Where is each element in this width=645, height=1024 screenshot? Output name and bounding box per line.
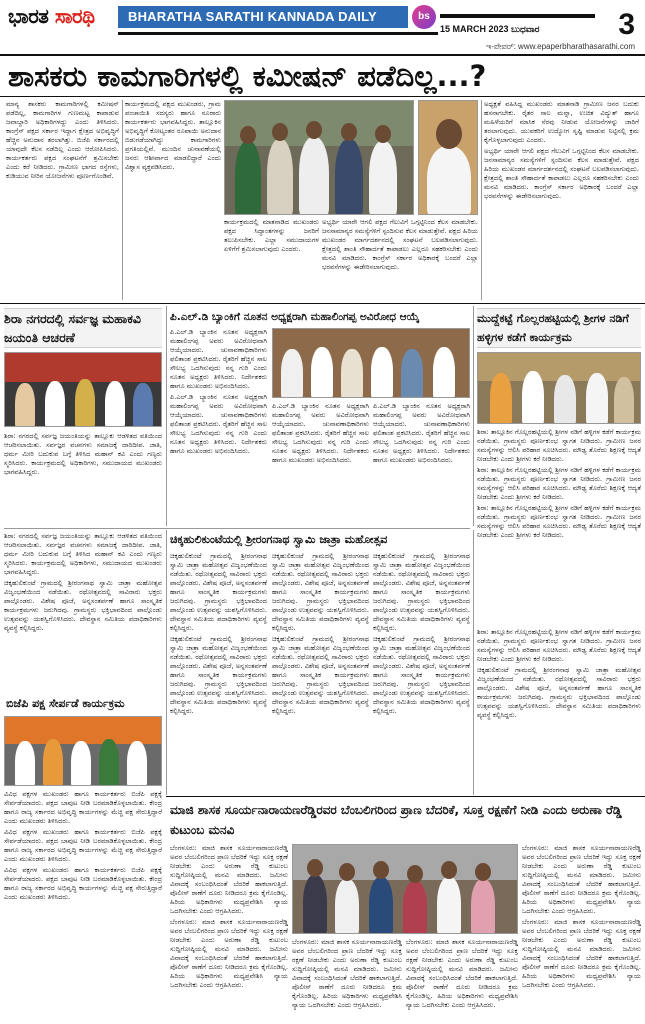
masthead: [0, 0, 645, 52]
bank-headline: ಪಿ.ಎಲ್.ಡಿ ಬ್ಯಾಂಕಿಗೆ ನೂತನ ಅಧ್ಯಕ್ಷರಾಗಿ ಮಹಾಲಿಂಗಪ್ಪ ಅವಿರೋಧ ಆಯ್ಕೆ: [170, 311, 420, 323]
sira-headline: ಶಿರಾ ನಗರದಲ್ಲಿ ಸರ್ವಜ್ಞ ಮಹಾಕವಿ ಜಯಂತಿ ಆಚರಣೆ: [4, 308, 162, 348]
bs-logo-icon: bs: [412, 5, 436, 29]
column-divider: [473, 306, 474, 526]
brand-ribbon: BHARATHA SARATHI KANNADA DAILY: [118, 6, 408, 28]
main-article-col2: ಕಾರ್ಯಕ್ರಮದಲ್ಲಿ ಪಕ್ಷದ ಮುಖಂಡರು, ಗ್ರಾಮ ಪಂಚಾಯಿತಿ ಸದಸ್ಯರು ಹಾಗೂ ನೂರಾರು ಕಾರ್ಯಕರ್ತರು ಭಾಗವಹಿಸಿದ್ದರು. ತಾಲ್ಲೂಕಿನ ಅಭಿವೃದ್ಧಿಗೆ ಕೋಟ್ಯಂತರ ರೂಪಾಯಿ ಅನುದಾನ ಬಿಡುಗಡೆಯಾಗಿದ್ದು ಕಾಮಗಾರಿಗಳು ಪ್ರಗತಿಯಲ್ಲಿವೆ. ಮುಂದಿನ ಚುನಾವಣೆಯಲ್ಲಿ ಜನರು ಆಶೀರ್ವಾದ ಮಾಡಲಿದ್ದಾರೆ ಎಂದು ವಿಶ್ವಾಸ ವ್ಯಕ್ತಪಡಿಸಿದರು.: [125, 100, 221, 171]
mudde-photo: [477, 352, 641, 424]
chikka-headline: ಚಿಕ್ಕಹುಲಿಕುಂಟೆಯಲ್ಲಿ ಶ್ರೀರಂಗನಾಥ ಸ್ವಾಮಿ ಜಾತ್ರಾ ಮಹೋತ್ಸವ: [170, 533, 388, 546]
chikka-article-col0: ಶಿರಾ: ನಗರದಲ್ಲಿ ಸರ್ವಜ್ಞ ಜಯಂತಿಯನ್ನು ತಾಲ್ಲೂಕು ಆಡಳಿತದ ವತಿಯಿಂದ ಆಚರಿಸಲಾಯಿತು. ಸರ್ವಜ್ಞರ ವಚನಗಳು ಸಮಾಜಕ್ಕೆ ದಾರಿದೀಪ. ಜಾತಿ, ಧರ್ಮ ಮೀರಿ ಬದುಕುವ ಬಗ್ಗೆ ತಿಳಿಸಿದ ಮಹಾನ್ ಕವಿ ಎಂದು ಗಣ್ಯರು ಸ್ಮರಿಸಿದರು. ಕಾರ್ಯಕ್ರಮದಲ್ಲಿ ಅಧಿಕಾರಿಗಳು, ಸಮುದಾಯದ ಮುಖಂಡರು ಭಾಗವಹಿಸಿದ್ದರು. ಚಿಕ್ಕಹುಲಿಕುಂಟೆ ಗ್ರಾಮದಲ್ಲಿ ಶ್ರೀರಂಗನಾಥ ಸ್ವಾಮಿ ಜಾತ್ರಾ ಮಹೋತ್ಸವ ವಿಜೃಂಭಣೆಯಿಂದ ನಡೆಯಿತು. ರಥೋತ್ಸವದಲ್ಲಿ ಸಾವಿರಾರು ಭಕ್ತರು ಪಾಲ್ಗೊಂಡರು. ವಿಶೇಷ ಪೂಜೆ, ಅನ್ನಸಂತರ್ಪಣೆ ಹಾಗೂ ಸಾಂಸ್ಕೃತಿಕ ಕಾರ್ಯಕ್ರಮಗಳು ಜರುಗಿದವು. ಗ್ರಾಮಸ್ಥರು ಭಕ್ತಿಭಾವದಿಂದ ಪಾಲ್ಗೊಂಡು ಉತ್ಸವವನ್ನು ಯಶಸ್ವಿಗೊಳಿಸಿದರು. ದೇವಸ್ಥಾನ ಸಮಿತಿಯ ಪದಾಧಿಕಾರಿಗಳು ವ್ಯವಸ್ಥೆ ಕಲ್ಪಿಸಿದ್ದರು.: [4, 532, 162, 632]
epaper-url[interactable]: ಇ-ಪೇಪರ್: www.epaperbharathasarathi.com: [486, 42, 635, 51]
mudde-article-cont: ಶಿರಾ: ತಾಲ್ಲೂಕಿನ ಗೊಲ್ಲರಹಟ್ಟಿಯಲ್ಲಿ ಶ್ರೀಗಳ ನಡಿಗೆ ಹಳ್ಳಿಗಳ ಕಡೆಗೆ ಕಾರ್ಯಕ್ರಮ ನಡೆಯಿತು. ಗ್ರಾಮಸ್ಥರು ಪೂರ್ಣಕುಂಭ ಸ್ವಾಗತ ನೀಡಿದರು. ಗ್ರಾಮೀಣ ಜನರ ಸಮಸ್ಯೆಗಳನ್ನು ಆಲಿಸಿ ಪರಿಹಾರ ಸೂಚಿಸಿದರು. ಮೌಢ್ಯ ತೊರೆದು ಶಿಕ್ಷಣಕ್ಕೆ ಆದ್ಯತೆ ನೀಡಬೇಕು ಎಂದು ಶ್ರೀಗಳು ಕರೆ ನೀಡಿದರು. ಚಿಕ್ಕಹುಲಿಕುಂಟೆ ಗ್ರಾಮದಲ್ಲಿ ಶ್ರೀರಂಗನಾಥ ಸ್ವಾಮಿ ಜಾತ್ರಾ ಮಹೋತ್ಸವ ವಿಜೃಂಭಣೆಯಿಂದ ನಡೆಯಿತು. ರಥೋತ್ಸವದಲ್ಲಿ ಸಾವಿರಾರು ಭಕ್ತರು ಪಾಲ್ಗೊಂಡರು. ವಿಶೇಷ ಪೂಜೆ, ಅನ್ನಸಂತರ್ಪಣೆ ಹಾಗೂ ಸಾಂಸ್ಕೃತಿಕ ಕಾರ್ಯಕ್ರಮಗಳು ಜರುಗಿದವು. ಗ್ರಾಮಸ್ಥರು ಭಕ್ತಿಭಾವದಿಂದ ಪಾಲ್ಗೊಂಡು ಉತ್ಸವವನ್ನು ಯಶಸ್ವಿಗೊಳಿಸಿದರು. ದೇವಸ್ಥಾನ ಸಮಿತಿಯ ಪದಾಧಿಕಾರಿಗಳು ವ್ಯವಸ್ಥೆ ಕಲ್ಪಿಸಿದ್ದರು.: [477, 628, 641, 719]
main-article-col5: ಅಧ್ಯಕ್ಷತೆ ವಹಿಸಿದ್ದ ಮುಖಂಡರು ಮಾತನಾಡಿ ಗ್ರಾಮೀಣ ಜನರ ಬದುಕು ಹಸನಾಗಬೇಕು. ರೈತರ ಸಾಲ ಮನ್ನಾ, ಉಚಿತ ವಿದ್ಯುತ್ ಹಾಗೂ ಮಹಿಳೆಯರಿಗೆ ಮಾಸಿಕ ನೆರವು ನೀಡುವ ಯೋಜನೆಗಳನ್ನು ಜಾರಿಗೆ ತರಲಾಗುವುದು. ಯುವಕರಿಗೆ ಉದ್ಯೋಗ ಸೃಷ್ಟಿ ಮಾಡುವ ನಿಟ್ಟಿನಲ್ಲಿ ಕ್ರಮ ಕೈಗೊಳ್ಳಲಾಗುವುದು ಎಂದರು. ಅಭ್ಯರ್ಥಿ ಯಾರೇ ಆಗಲಿ ಪಕ್ಷದ ಗೆಲುವಿಗೆ ಒಗ್ಗಟ್ಟಿನಿಂದ ಕೆಲಸ ಮಾಡಬೇಕು. ಜನಸಾಮಾನ್ಯರ ಸಮಸ್ಯೆಗಳಿಗೆ ಸ್ಪಂದಿಸುವ ಕೆಲಸ ಮಾಡುತ್ತೇವೆ. ಪಕ್ಷದ ಹಿರಿಯ ಮುಖಂಡರ ಮಾರ್ಗದರ್ಶನದಲ್ಲಿ ಸಂಘಟನೆ ಬಲಪಡಿಸಲಾಗುವುದು. ಕ್ಷೇತ್ರದಲ್ಲಿ ಶಾಂತಿ ಸೌಹಾರ್ದತೆ ಕಾಪಾಡಲು ಎಲ್ಲರೂ ಸಹಕರಿಸಬೇಕು ಎಂದು ಮನವಿ ಮಾಡಿದರು. ಕಾಂಗ್ರೆಸ್ ಸರ್ಕಾರ ಅಧಿಕಾರಕ್ಕೆ ಬಂದರೆ ಎಲ್ಲಾ ಭರವಸೆಗಳನ್ನು ಈಡೇರಿಸಲಾಗುವುದು.: [484, 100, 639, 200]
masthead-rule: [118, 32, 438, 35]
mudde-headline: ಮುದ್ದೆಕಟ್ಟೆ ಗೊಲ್ಲರಹಟ್ಟಿಯಲ್ಲಿ ಶ್ರೀಗಳ ನಡಿಗೆ ಹಳ್ಳಿಗಳ ಕಡೆಗೆ ಕಾರ್ಯಕ್ರಮ: [477, 308, 641, 348]
portrait-photo: [418, 100, 478, 215]
bottom-article-col1: ಬೆಂಗಳೂರು: ಮಾಜಿ ಶಾಸಕ ಸೂರ್ಯನಾರಾಯಣರೆಡ್ಡಿ ಅವರ ಬೆಂಬಲಿಗರಿಂದ ಪ್ರಾಣ ಬೆದರಿಕೆ ಇದ್ದು ಸೂಕ್ತ ರಕ್ಷಣೆ ನೀಡಬೇಕು ಎಂದು ಅರುಣಾ ರೆಡ್ಡಿ ಕುಟುಂಬ ಸುದ್ದಿಗೋಷ್ಠಿಯಲ್ಲಿ ಮನವಿ ಮಾಡಿದರು. ಜಮೀನು ವಿವಾದಕ್ಕೆ ಸಂಬಂಧಿಸಿದಂತೆ ಬೆದರಿಕೆ ಹಾಕಲಾಗುತ್ತಿದೆ. ಪೊಲೀಸ್ ಠಾಣೆಗೆ ದೂರು ನೀಡಿದರೂ ಕ್ರಮ ಕೈಗೊಂಡಿಲ್ಲ. ಹಿರಿಯ ಅಧಿಕಾರಿಗಳು ಮಧ್ಯಪ್ರವೇಶಿಸಿ ನ್ಯಾಯ ಒದಗಿಸಬೇಕು ಎಂದು ಆಗ್ರಹಿಸಿದರು. ಬೆಂಗಳೂರು: ಮಾಜಿ ಶಾಸಕ ಸೂರ್ಯನಾರಾಯಣರೆಡ್ಡಿ ಅವರ ಬೆಂಬಲಿಗರಿಂದ ಪ್ರಾಣ ಬೆದರಿಕೆ ಇದ್ದು ಸೂಕ್ತ ರಕ್ಷಣೆ ನೀಡಬೇಕು ಎಂದು ಅರುಣಾ ರೆಡ್ಡಿ ಕುಟುಂಬ ಸುದ್ದಿಗೋಷ್ಠಿಯಲ್ಲಿ ಮನವಿ ಮಾಡಿದರು. ಜಮೀನು ವಿವಾದಕ್ಕೆ ಸಂಬಂಧಿಸಿದಂತೆ ಬೆದರಿಕೆ ಹಾಕಲಾಗುತ್ತಿದೆ. ಪೊಲೀಸ್ ಠಾಣೆಗೆ ದೂರು ನೀಡಿದರೂ ಕ್ರಮ ಕೈಗೊಂಡಿಲ್ಲ. ಹಿರಿಯ ಅಧಿಕಾರಿಗಳು ಮಧ್ಯಪ್ರವೇಶಿಸಿ ನ್ಯಾಯ ಒದಗಿಸಬೇಕು ಎಂದು ಆಗ್ರಹಿಸಿದರು.: [170, 844, 288, 989]
chikka-article-col2: ಚಿಕ್ಕಹುಲಿಕುಂಟೆ ಗ್ರಾಮದಲ್ಲಿ ಶ್ರೀರಂಗನಾಥ ಸ್ವಾಮಿ ಜಾತ್ರಾ ಮಹೋತ್ಸವ ವಿಜೃಂಭಣೆಯಿಂದ ನಡೆಯಿತು. ರಥೋತ್ಸವದಲ್ಲಿ ಸಾವಿರಾರು ಭಕ್ತರು ಪಾಲ್ಗೊಂಡರು. ವಿಶೇಷ ಪೂಜೆ, ಅನ್ನಸಂತರ್ಪಣೆ ಹಾಗೂ ಸಾಂಸ್ಕೃತಿಕ ಕಾರ್ಯಕ್ರಮಗಳು ಜರುಗಿದವು. ಗ್ರಾಮಸ್ಥರು ಭಕ್ತಿಭಾವದಿಂದ ಪಾಲ್ಗೊಂಡು ಉತ್ಸವವನ್ನು ಯಶಸ್ವಿಗೊಳಿಸಿದರು. ದೇವಸ್ಥಾನ ಸಮಿತಿಯ ಪದಾಧಿಕಾರಿಗಳು ವ್ಯವಸ್ಥೆ ಕಲ್ಪಿಸಿದ್ದರು. ಚಿಕ್ಕಹುಲಿಕುಂಟೆ ಗ್ರಾಮದಲ್ಲಿ ಶ್ರೀರಂಗನಾಥ ಸ್ವಾಮಿ ಜಾತ್ರಾ ಮಹೋತ್ಸವ ವಿಜೃಂಭಣೆಯಿಂದ ನಡೆಯಿತು. ರಥೋತ್ಸವದಲ್ಲಿ ಸಾವಿರಾರು ಭಕ್ತರು ಪಾಲ್ಗೊಂಡರು. ವಿಶೇಷ ಪೂಜೆ, ಅನ್ನಸಂತರ್ಪಣೆ ಹಾಗೂ ಸಾಂಸ್ಕೃತಿಕ ಕಾರ್ಯಕ್ರಮಗಳು ಜರುಗಿದವು. ಗ್ರಾಮಸ್ಥರು ಭಕ್ತಿಭಾವದಿಂದ ಪಾಲ್ಗೊಂಡು ಉತ್ಸವವನ್ನು ಯಶಸ್ವಿಗೊಳಿಸಿದರು. ದೇವಸ್ಥಾನ ಸಮಿತಿಯ ಪದಾಧಿಕಾರಿಗಳು ವ್ಯವಸ್ಥೆ ಕಲ್ಪಿಸಿದ್ದರು.: [272, 552, 369, 715]
headline-rule: [0, 96, 645, 97]
masthead-divider: [0, 54, 645, 56]
page-number: 3: [618, 8, 635, 41]
bottom-photo: [292, 844, 518, 934]
bjp-article: ವಿವಿಧ ಪಕ್ಷಗಳ ಮುಖಂಡರು ಹಾಗೂ ಕಾರ್ಯಕರ್ತರು ಬಿಜೆಪಿ ಪಕ್ಷಕ್ಕೆ ಸೇರ್ಪಡೆಯಾದರು. ಪಕ್ಷದ ಬಾವುಟ ನೀಡಿ ಬರಮಾಡಿಕೊಳ್ಳಲಾಯಿತು. ಕೇಂದ್ರ ಹಾಗೂ ರಾಜ್ಯ ಸರ್ಕಾರದ ಅಭಿವೃದ್ಧಿ ಕಾರ್ಯಗಳನ್ನು ಮೆಚ್ಚಿ ಪಕ್ಷ ಸೇರುತ್ತಿದ್ದಾರೆ ಎಂದು ಮುಖಂಡರು ತಿಳಿಸಿದರು. ವಿವಿಧ ಪಕ್ಷಗಳ ಮುಖಂಡರು ಹಾಗೂ ಕಾರ್ಯಕರ್ತರು ಬಿಜೆಪಿ ಪಕ್ಷಕ್ಕೆ ಸೇರ್ಪಡೆಯಾದರು. ಪಕ್ಷದ ಬಾವುಟ ನೀಡಿ ಬರಮಾಡಿಕೊಳ್ಳಲಾಯಿತು. ಕೇಂದ್ರ ಹಾಗೂ ರಾಜ್ಯ ಸರ್ಕಾರದ ಅಭಿವೃದ್ಧಿ ಕಾರ್ಯಗಳನ್ನು ಮೆಚ್ಚಿ ಪಕ್ಷ ಸೇರುತ್ತಿದ್ದಾರೆ ಎಂದು ಮುಖಂಡರು ತಿಳಿಸಿದರು. ವಿವಿಧ ಪಕ್ಷಗಳ ಮುಖಂಡರು ಹಾಗೂ ಕಾರ್ಯಕರ್ತರು ಬಿಜೆಪಿ ಪಕ್ಷಕ್ಕೆ ಸೇರ್ಪಡೆಯಾದರು. ಪಕ್ಷದ ಬಾವುಟ ನೀಡಿ ಬರಮಾಡಿಕೊಳ್ಳಲಾಯಿತು. ಕೇಂದ್ರ ಹಾಗೂ ರಾಜ್ಯ ಸರ್ಕಾರದ ಅಭಿವೃದ್ಧಿ ಕಾರ್ಯಗಳನ್ನು ಮೆಚ್ಚಿ ಪಕ್ಷ ಸೇರುತ್ತಿದ್ದಾರೆ ಎಂದು ಮುಖಂಡರು ತಿಳಿಸಿದರು.: [4, 790, 162, 901]
bottom-article-col2: ಬೆಂಗಳೂರು: ಮಾಜಿ ಶಾಸಕ ಸೂರ್ಯನಾರಾಯಣರೆಡ್ಡಿ ಅವರ ಬೆಂಬಲಿಗರಿಂದ ಪ್ರಾಣ ಬೆದರಿಕೆ ಇದ್ದು ಸೂಕ್ತ ರಕ್ಷಣೆ ನೀಡಬೇಕು ಎಂದು ಅರುಣಾ ರೆಡ್ಡಿ ಕುಟುಂಬ ಸುದ್ದಿಗೋಷ್ಠಿಯಲ್ಲಿ ಮನವಿ ಮಾಡಿದರು. ಜಮೀನು ವಿವಾದಕ್ಕೆ ಸಂಬಂಧಿಸಿದಂತೆ ಬೆದರಿಕೆ ಹಾಕಲಾಗುತ್ತಿದೆ. ಪೊಲೀಸ್ ಠಾಣೆಗೆ ದೂರು ನೀಡಿದರೂ ಕ್ರಮ ಕೈಗೊಂಡಿಲ್ಲ. ಹಿರಿಯ ಅಧಿಕಾರಿಗಳು ಮಧ್ಯಪ್ರವೇಶಿಸಿ ನ್ಯಾಯ ಒದಗಿಸಬೇಕು ಎಂದು ಆಗ್ರಹಿಸಿದರು.: [292, 938, 402, 1009]
bank-photo: [272, 328, 470, 398]
bank-article-col3: ಪಿ.ಎಲ್.ಡಿ ಬ್ಯಾಂಕಿನ ನೂತನ ಅಧ್ಯಕ್ಷರಾಗಿ ಮಹಾಲಿಂಗಪ್ಪ ಅವರು ಅವಿರೋಧವಾಗಿ ಆಯ್ಕೆಯಾದರು. ಚುನಾವಣಾಧಿಕಾರಿಗಳು ಫಲಿತಾಂಶ ಪ್ರಕಟಿಸಿದರು. ರೈತರಿಗೆ ಹೆಚ್ಚಿನ ಸಾಲ ಸೌಲಭ್ಯ ಒದಗಿಸುವುದು ನನ್ನ ಗುರಿ ಎಂದು ನೂತನ ಅಧ್ಯಕ್ಷರು ತಿಳಿಸಿದರು. ನಿರ್ದೇಶಕರು ಹಾಗೂ ಮುಖಂಡರು ಅಭಿನಂದಿಸಿದರು.: [373, 402, 470, 464]
column-divider: [481, 100, 482, 300]
section-rule: [166, 796, 645, 797]
column-divider: [166, 306, 167, 526]
section-rule: [4, 528, 470, 529]
bjp-photo: [4, 716, 162, 786]
column-divider: [473, 530, 474, 795]
main-article-col4: ಅಭ್ಯರ್ಥಿ ಯಾರೇ ಆಗಲಿ ಪಕ್ಷದ ಗೆಲುವಿಗೆ ಒಗ್ಗಟ್ಟಿನಿಂದ ಕೆಲಸ ಮಾಡಬೇಕು. ಜನಸಾಮಾನ್ಯರ ಸಮಸ್ಯೆಗಳಿಗೆ ಸ್ಪಂದಿಸುವ ಕೆಲಸ ಮಾಡುತ್ತೇವೆ. ಪಕ್ಷದ ಹಿರಿಯ ಮುಖಂಡರ ಮಾರ್ಗದರ್ಶನದಲ್ಲಿ ಸಂಘಟನೆ ಬಲಪಡಿಸಲಾಗುವುದು. ಕ್ಷೇತ್ರದಲ್ಲಿ ಶಾಂತಿ ಸೌಹಾರ್ದತೆ ಕಾಪಾಡಲು ಎಲ್ಲರೂ ಸಹಕರಿಸಬೇಕು ಎಂದು ಮನವಿ ಮಾಡಿದರು. ಕಾಂಗ್ರೆಸ್ ಸರ್ಕಾರ ಅಧಿಕಾರಕ್ಕೆ ಬಂದರೆ ಎಲ್ಲಾ ಭರವಸೆಗಳನ್ನು ಈಡೇರಿಸಲಾಗುವುದು.: [322, 218, 478, 271]
bank-article-col1: ಪಿ.ಎಲ್.ಡಿ ಬ್ಯಾಂಕಿನ ನೂತನ ಅಧ್ಯಕ್ಷರಾಗಿ ಮಹಾಲಿಂಗಪ್ಪ ಅವರು ಅವಿರೋಧವಾಗಿ ಆಯ್ಕೆಯಾದರು. ಚುನಾವಣಾಧಿಕಾರಿಗಳು ಫಲಿತಾಂಶ ಪ್ರಕಟಿಸಿದರು. ರೈತರಿಗೆ ಹೆಚ್ಚಿನ ಸಾಲ ಸೌಲಭ್ಯ ಒದಗಿಸುವುದು ನನ್ನ ಗುರಿ ಎಂದು ನೂತನ ಅಧ್ಯಕ್ಷರು ತಿಳಿಸಿದರು. ನಿರ್ದೇಶಕರು ಹಾಗೂ ಮುಖಂಡರು ಅಭಿನಂದಿಸಿದರು. ಪಿ.ಎಲ್.ಡಿ ಬ್ಯಾಂಕಿನ ನೂತನ ಅಧ್ಯಕ್ಷರಾಗಿ ಮಹಾಲಿಂಗಪ್ಪ ಅವರು ಅವಿರೋಧವಾಗಿ ಆಯ್ಕೆಯಾದರು. ಚುನಾವಣಾಧಿಕಾರಿಗಳು ಫಲಿತಾಂಶ ಪ್ರಕಟಿಸಿದರು. ರೈತರಿಗೆ ಹೆಚ್ಚಿನ ಸಾಲ ಸೌಲಭ್ಯ ಒದಗಿಸುವುದು ನನ್ನ ಗುರಿ ಎಂದು ನೂತನ ಅಧ್ಯಕ್ಷರು ತಿಳಿಸಿದರು. ನಿರ್ದೇಶಕರು ಹಾಗೂ ಮುಖಂಡರು ಅಭಿನಂದಿಸಿದರು.: [170, 328, 267, 455]
main-photo: [224, 100, 414, 215]
section-rule: [0, 303, 645, 304]
column-divider: [122, 100, 123, 300]
bjp-headline: ಬಿಜೆಪಿ ಪಕ್ಷ ಸೇರ್ಪಡೆ ಕಾರ್ಯಕ್ರಮ: [6, 697, 125, 710]
bottom-article-col4: ಬೆಂಗಳೂರು: ಮಾಜಿ ಶಾಸಕ ಸೂರ್ಯನಾರಾಯಣರೆಡ್ಡಿ ಅವರ ಬೆಂಬಲಿಗರಿಂದ ಪ್ರಾಣ ಬೆದರಿಕೆ ಇದ್ದು ಸೂಕ್ತ ರಕ್ಷಣೆ ನೀಡಬೇಕು ಎಂದು ಅರುಣಾ ರೆಡ್ಡಿ ಕುಟುಂಬ ಸುದ್ದಿಗೋಷ್ಠಿಯಲ್ಲಿ ಮನವಿ ಮಾಡಿದರು. ಜಮೀನು ವಿವಾದಕ್ಕೆ ಸಂಬಂಧಿಸಿದಂತೆ ಬೆದರಿಕೆ ಹಾಕಲಾಗುತ್ತಿದೆ. ಪೊಲೀಸ್ ಠಾಣೆಗೆ ದೂರು ನೀಡಿದರೂ ಕ್ರಮ ಕೈಗೊಂಡಿಲ್ಲ. ಹಿರಿಯ ಅಧಿಕಾರಿಗಳು ಮಧ್ಯಪ್ರವೇಶಿಸಿ ನ್ಯಾಯ ಒದಗಿಸಬೇಕು ಎಂದು ಆಗ್ರಹಿಸಿದರು. ಬೆಂಗಳೂರು: ಮಾಜಿ ಶಾಸಕ ಸೂರ್ಯನಾರಾಯಣರೆಡ್ಡಿ ಅವರ ಬೆಂಬಲಿಗರಿಂದ ಪ್ರಾಣ ಬೆದರಿಕೆ ಇದ್ದು ಸೂಕ್ತ ರಕ್ಷಣೆ ನೀಡಬೇಕು ಎಂದು ಅರುಣಾ ರೆಡ್ಡಿ ಕುಟುಂಬ ಸುದ್ದಿಗೋಷ್ಠಿಯಲ್ಲಿ ಮನವಿ ಮಾಡಿದರು. ಜಮೀನು ವಿವಾದಕ್ಕೆ ಸಂಬಂಧಿಸಿದಂತೆ ಬೆದರಿಕೆ ಹಾಕಲಾಗುತ್ತಿದೆ. ಪೊಲೀಸ್ ಠಾಣೆಗೆ ದೂರು ನೀಡಿದರೂ ಕ್ರಮ ಕೈಗೊಂಡಿಲ್ಲ. ಹಿರಿಯ ಅಧಿಕಾರಿಗಳು ಮಧ್ಯಪ್ರವೇಶಿಸಿ ನ್ಯಾಯ ಒದಗಿಸಬೇಕು ಎಂದು ಆಗ್ರಹಿಸಿದರು.: [522, 844, 641, 989]
main-article-col1: ಮಾನ್ಯ ಶಾಸಕರು ಕಾಮಗಾರಿಗಳಲ್ಲಿ ಕಮೀಷನ್ ಪಡೆದಿಲ್ಲ, ಕಾಮಗಾರಿಗಳ ಗುಣಮಟ್ಟ ಕಾಪಾಡುವ ಜವಾಬ್ದಾರಿ ಅಧಿಕಾರಿಗಳದ್ದು ಎಂದು ತಿಳಿಸಿದರು. ಕಾಂಗ್ರೆಸ್ ಪಕ್ಷದ ಸರ್ಕಾರ ಇದ್ದಾಗ ಕ್ಷೇತ್ರದ ಅಭಿವೃದ್ಧಿಗೆ ಹೆಚ್ಚಿನ ಅನುದಾನ ತರಲಾಗಿತ್ತು. ಬಿಜೆಪಿ ಸರ್ಕಾರದಲ್ಲಿ ಯಾವುದೇ ಕೆಲಸ ನಡೆದಿಲ್ಲ ಎಂದು ಆರೋಪಿಸಿದರು. ಕಾರ್ಯಕರ್ತರು ಪಕ್ಷದ ಸಂಘಟನೆಗೆ ಶ್ರಮಿಸಬೇಕು ಎಂದು ಕರೆ ನೀಡಿದರು. ಗ್ರಾಮೀಣ ಭಾಗದ ರಸ್ತೆಗಳು, ಕುಡಿಯುವ ನೀರಿನ ಯೋಜನೆಗಳು ಪೂರ್ಣಗೊಂಡಿವೆ.: [6, 100, 119, 180]
bottom-headline: ಮಾಜಿ ಶಾಸಕ ಸೂರ್ಯನಾರಾಯಣರೆಡ್ಡಿರವರ ಬೆಂಬಲಿಗರಿಂದ ಪ್ರಾಣ ಬೆದರಿಕೆ, ಸೂಕ್ತ ರಕ್ಷಣೆಗೆ ನೀಡಿ ಎಂದು ಅರುಣಾ ರೆಡ್ಡಿ ಕುಟುಂಬ ಮನವಿ: [170, 803, 622, 837]
mudde-article: ಶಿರಾ: ತಾಲ್ಲೂಕಿನ ಗೊಲ್ಲರಹಟ್ಟಿಯಲ್ಲಿ ಶ್ರೀಗಳ ನಡಿಗೆ ಹಳ್ಳಿಗಳ ಕಡೆಗೆ ಕಾರ್ಯಕ್ರಮ ನಡೆಯಿತು. ಗ್ರಾಮಸ್ಥರು ಪೂರ್ಣಕುಂಭ ಸ್ವಾಗತ ನೀಡಿದರು. ಗ್ರಾಮೀಣ ಜನರ ಸಮಸ್ಯೆಗಳನ್ನು ಆಲಿಸಿ ಪರಿಹಾರ ಸೂಚಿಸಿದರು. ಮೌಢ್ಯ ತೊರೆದು ಶಿಕ್ಷಣಕ್ಕೆ ಆದ್ಯತೆ ನೀಡಬೇಕು ಎಂದು ಶ್ರೀಗಳು ಕರೆ ನೀಡಿದರು. ಶಿರಾ: ತಾಲ್ಲೂಕಿನ ಗೊಲ್ಲರಹಟ್ಟಿಯಲ್ಲಿ ಶ್ರೀಗಳ ನಡಿಗೆ ಹಳ್ಳಿಗಳ ಕಡೆಗೆ ಕಾರ್ಯಕ್ರಮ ನಡೆಯಿತು. ಗ್ರಾಮಸ್ಥರು ಪೂರ್ಣಕುಂಭ ಸ್ವಾಗತ ನೀಡಿದರು. ಗ್ರಾಮೀಣ ಜನರ ಸಮಸ್ಯೆಗಳನ್ನು ಆಲಿಸಿ ಪರಿಹಾರ ಸೂಚಿಸಿದರು. ಮೌಢ್ಯ ತೊರೆದು ಶಿಕ್ಷಣಕ್ಕೆ ಆದ್ಯತೆ ನೀಡಬೇಕು ಎಂದು ಶ್ರೀಗಳು ಕರೆ ನೀಡಿದರು. ಶಿರಾ: ತಾಲ್ಲೂಕಿನ ಗೊಲ್ಲರಹಟ್ಟಿಯಲ್ಲಿ ಶ್ರೀಗಳ ನಡಿಗೆ ಹಳ್ಳಿಗಳ ಕಡೆಗೆ ಕಾರ್ಯಕ್ರಮ ನಡೆಯಿತು. ಗ್ರಾಮಸ್ಥರು ಪೂರ್ಣಕುಂಭ ಸ್ವಾಗತ ನೀಡಿದರು. ಗ್ರಾಮೀಣ ಜನರ ಸಮಸ್ಯೆಗಳನ್ನು ಆಲಿಸಿ ಪರಿಹಾರ ಸೂಚಿಸಿದರು. ಮೌಢ್ಯ ತೊರೆದು ಶಿಕ್ಷಣಕ್ಕೆ ಆದ್ಯತೆ ನೀಡಬೇಕು ಎಂದು ಶ್ರೀಗಳು ಕರೆ ನೀಡಿದರು.: [477, 428, 641, 539]
chikka-article-col1: ಚಿಕ್ಕಹುಲಿಕುಂಟೆ ಗ್ರಾಮದಲ್ಲಿ ಶ್ರೀರಂಗನಾಥ ಸ್ವಾಮಿ ಜಾತ್ರಾ ಮಹೋತ್ಸವ ವಿಜೃಂಭಣೆಯಿಂದ ನಡೆಯಿತು. ರಥೋತ್ಸವದಲ್ಲಿ ಸಾವಿರಾರು ಭಕ್ತರು ಪಾಲ್ಗೊಂಡರು. ವಿಶೇಷ ಪೂಜೆ, ಅನ್ನಸಂತರ್ಪಣೆ ಹಾಗೂ ಸಾಂಸ್ಕೃತಿಕ ಕಾರ್ಯಕ್ರಮಗಳು ಜರುಗಿದವು. ಗ್ರಾಮಸ್ಥರು ಭಕ್ತಿಭಾವದಿಂದ ಪಾಲ್ಗೊಂಡು ಉತ್ಸವವನ್ನು ಯಶಸ್ವಿಗೊಳಿಸಿದರು. ದೇವಸ್ಥಾನ ಸಮಿತಿಯ ಪದಾಧಿಕಾರಿಗಳು ವ್ಯವಸ್ಥೆ ಕಲ್ಪಿಸಿದ್ದರು. ಚಿಕ್ಕಹುಲಿಕುಂಟೆ ಗ್ರಾಮದಲ್ಲಿ ಶ್ರೀರಂಗನಾಥ ಸ್ವಾಮಿ ಜಾತ್ರಾ ಮಹೋತ್ಸವ ವಿಜೃಂಭಣೆಯಿಂದ ನಡೆಯಿತು. ರಥೋತ್ಸವದಲ್ಲಿ ಸಾವಿರಾರು ಭಕ್ತರು ಪಾಲ್ಗೊಂಡರು. ವಿಶೇಷ ಪೂಜೆ, ಅನ್ನಸಂತರ್ಪಣೆ ಹಾಗೂ ಸಾಂಸ್ಕೃತಿಕ ಕಾರ್ಯಕ್ರಮಗಳು ಜರುಗಿದವು. ಗ್ರಾಮಸ್ಥರು ಭಕ್ತಿಭಾವದಿಂದ ಪಾಲ್ಗೊಂಡು ಉತ್ಸವವನ್ನು ಯಶಸ್ವಿಗೊಳಿಸಿದರು. ದೇವಸ್ಥಾನ ಸಮಿತಿಯ ಪದಾಧಿಕಾರಿಗಳು ವ್ಯವಸ್ಥೆ ಕಲ್ಪಿಸಿದ್ದರು.: [170, 552, 267, 715]
chikka-article-col3: ಚಿಕ್ಕಹುಲಿಕುಂಟೆ ಗ್ರಾಮದಲ್ಲಿ ಶ್ರೀರಂಗನಾಥ ಸ್ವಾಮಿ ಜಾತ್ರಾ ಮಹೋತ್ಸವ ವಿಜೃಂಭಣೆಯಿಂದ ನಡೆಯಿತು. ರಥೋತ್ಸವದಲ್ಲಿ ಸಾವಿರಾರು ಭಕ್ತರು ಪಾಲ್ಗೊಂಡರು. ವಿಶೇಷ ಪೂಜೆ, ಅನ್ನಸಂತರ್ಪಣೆ ಹಾಗೂ ಸಾಂಸ್ಕೃತಿಕ ಕಾರ್ಯಕ್ರಮಗಳು ಜರುಗಿದವು. ಗ್ರಾಮಸ್ಥರು ಭಕ್ತಿಭಾವದಿಂದ ಪಾಲ್ಗೊಂಡು ಉತ್ಸವವನ್ನು ಯಶಸ್ವಿಗೊಳಿಸಿದರು. ದೇವಸ್ಥಾನ ಸಮಿತಿಯ ಪದಾಧಿಕಾರಿಗಳು ವ್ಯವಸ್ಥೆ ಕಲ್ಪಿಸಿದ್ದರು. ಚಿಕ್ಕಹುಲಿಕುಂಟೆ ಗ್ರಾಮದಲ್ಲಿ ಶ್ರೀರಂಗನಾಥ ಸ್ವಾಮಿ ಜಾತ್ರಾ ಮಹೋತ್ಸವ ವಿಜೃಂಭಣೆಯಿಂದ ನಡೆಯಿತು. ರಥೋತ್ಸವದಲ್ಲಿ ಸಾವಿರಾರು ಭಕ್ತರು ಪಾಲ್ಗೊಂಡರು. ವಿಶೇಷ ಪೂಜೆ, ಅನ್ನಸಂತರ್ಪಣೆ ಹಾಗೂ ಸಾಂಸ್ಕೃತಿಕ ಕಾರ್ಯಕ್ರಮಗಳು ಜರುಗಿದವು. ಗ್ರಾಮಸ್ಥರು ಭಕ್ತಿಭಾವದಿಂದ ಪಾಲ್ಗೊಂಡು ಉತ್ಸವವನ್ನು ಯಶಸ್ವಿಗೊಳಿಸಿದರು. ದೇವಸ್ಥಾನ ಸಮಿತಿಯ ಪದಾಧಿಕಾರಿಗಳು ವ್ಯವಸ್ಥೆ ಕಲ್ಪಿಸಿದ್ದರು.: [373, 552, 470, 715]
sira-photo: [4, 352, 162, 427]
brand-logo: ಭಾರತ ಸಾರಥಿ: [8, 4, 95, 28]
main-article-col3: ಕಾರ್ಯಕ್ರಮದಲ್ಲಿ ಮಾತನಾಡಿದ ಮುಖಂಡರು ಪಕ್ಷದ ಸಿದ್ಧಾಂತಗಳನ್ನು ಜನರಿಗೆ ತಲುಪಿಸಬೇಕು. ಎಲ್ಲಾ ಸಮುದಾಯಗಳ ಏಳಿಗೆಗೆ ಶ್ರಮಿಸಲಾಗುವುದು ಎಂದರು.: [224, 218, 319, 253]
main-headline: ಶಾಸಕರು ಕಾಮಗಾರಿಗಳಲ್ಲಿ ಕಮೀಷನ್ ಪಡೆದಿಲ್ಲ...?: [8, 59, 487, 93]
sira-article: ಶಿರಾ: ನಗರದಲ್ಲಿ ಸರ್ವಜ್ಞ ಜಯಂತಿಯನ್ನು ತಾಲ್ಲೂಕು ಆಡಳಿತದ ವತಿಯಿಂದ ಆಚರಿಸಲಾಯಿತು. ಸರ್ವಜ್ಞರ ವಚನಗಳು ಸಮಾಜಕ್ಕೆ ದಾರಿದೀಪ. ಜಾತಿ, ಧರ್ಮ ಮೀರಿ ಬದುಕುವ ಬಗ್ಗೆ ತಿಳಿಸಿದ ಮಹಾನ್ ಕವಿ ಎಂದು ಗಣ್ಯರು ಸ್ಮರಿಸಿದರು. ಕಾರ್ಯಕ್ರಮದಲ್ಲಿ ಅಧಿಕಾರಿಗಳು, ಸಮುದಾಯದ ಮುಖಂಡರು ಭಾಗವಹಿಸಿದ್ದರು.: [4, 432, 162, 476]
masthead-bar: [440, 14, 595, 18]
column-divider: [166, 530, 167, 795]
bank-article-col2: ಪಿ.ಎಲ್.ಡಿ ಬ್ಯಾಂಕಿನ ನೂತನ ಅಧ್ಯಕ್ಷರಾಗಿ ಮಹಾಲಿಂಗಪ್ಪ ಅವರು ಅವಿರೋಧವಾಗಿ ಆಯ್ಕೆಯಾದರು. ಚುನಾವಣಾಧಿಕಾರಿಗಳು ಫಲಿತಾಂಶ ಪ್ರಕಟಿಸಿದರು. ರೈತರಿಗೆ ಹೆಚ್ಚಿನ ಸಾಲ ಸೌಲಭ್ಯ ಒದಗಿಸುವುದು ನನ್ನ ಗುರಿ ಎಂದು ನೂತನ ಅಧ್ಯಕ್ಷರು ತಿಳಿಸಿದರು. ನಿರ್ದೇಶಕರು ಹಾಗೂ ಮುಖಂಡರು ಅಭಿನಂದಿಸಿದರು.: [272, 402, 369, 464]
bottom-article-col3: ಬೆಂಗಳೂರು: ಮಾಜಿ ಶಾಸಕ ಸೂರ್ಯನಾರಾಯಣರೆಡ್ಡಿ ಅವರ ಬೆಂಬಲಿಗರಿಂದ ಪ್ರಾಣ ಬೆದರಿಕೆ ಇದ್ದು ಸೂಕ್ತ ರಕ್ಷಣೆ ನೀಡಬೇಕು ಎಂದು ಅರುಣಾ ರೆಡ್ಡಿ ಕುಟುಂಬ ಸುದ್ದಿಗೋಷ್ಠಿಯಲ್ಲಿ ಮನವಿ ಮಾಡಿದರು. ಜಮೀನು ವಿವಾದಕ್ಕೆ ಸಂಬಂಧಿಸಿದಂತೆ ಬೆದರಿಕೆ ಹಾಕಲಾಗುತ್ತಿದೆ. ಪೊಲೀಸ್ ಠಾಣೆಗೆ ದೂರು ನೀಡಿದರೂ ಕ್ರಮ ಕೈಗೊಂಡಿಲ್ಲ. ಹಿರಿಯ ಅಧಿಕಾರಿಗಳು ಮಧ್ಯಪ್ರವೇಶಿಸಿ ನ್ಯಾಯ ಒದಗಿಸಬೇಕು ಎಂದು ಆಗ್ರಹಿಸಿದರು.: [406, 938, 518, 1009]
issue-date: 15 MARCH 2023 ಬುಧವಾರ: [440, 24, 540, 34]
